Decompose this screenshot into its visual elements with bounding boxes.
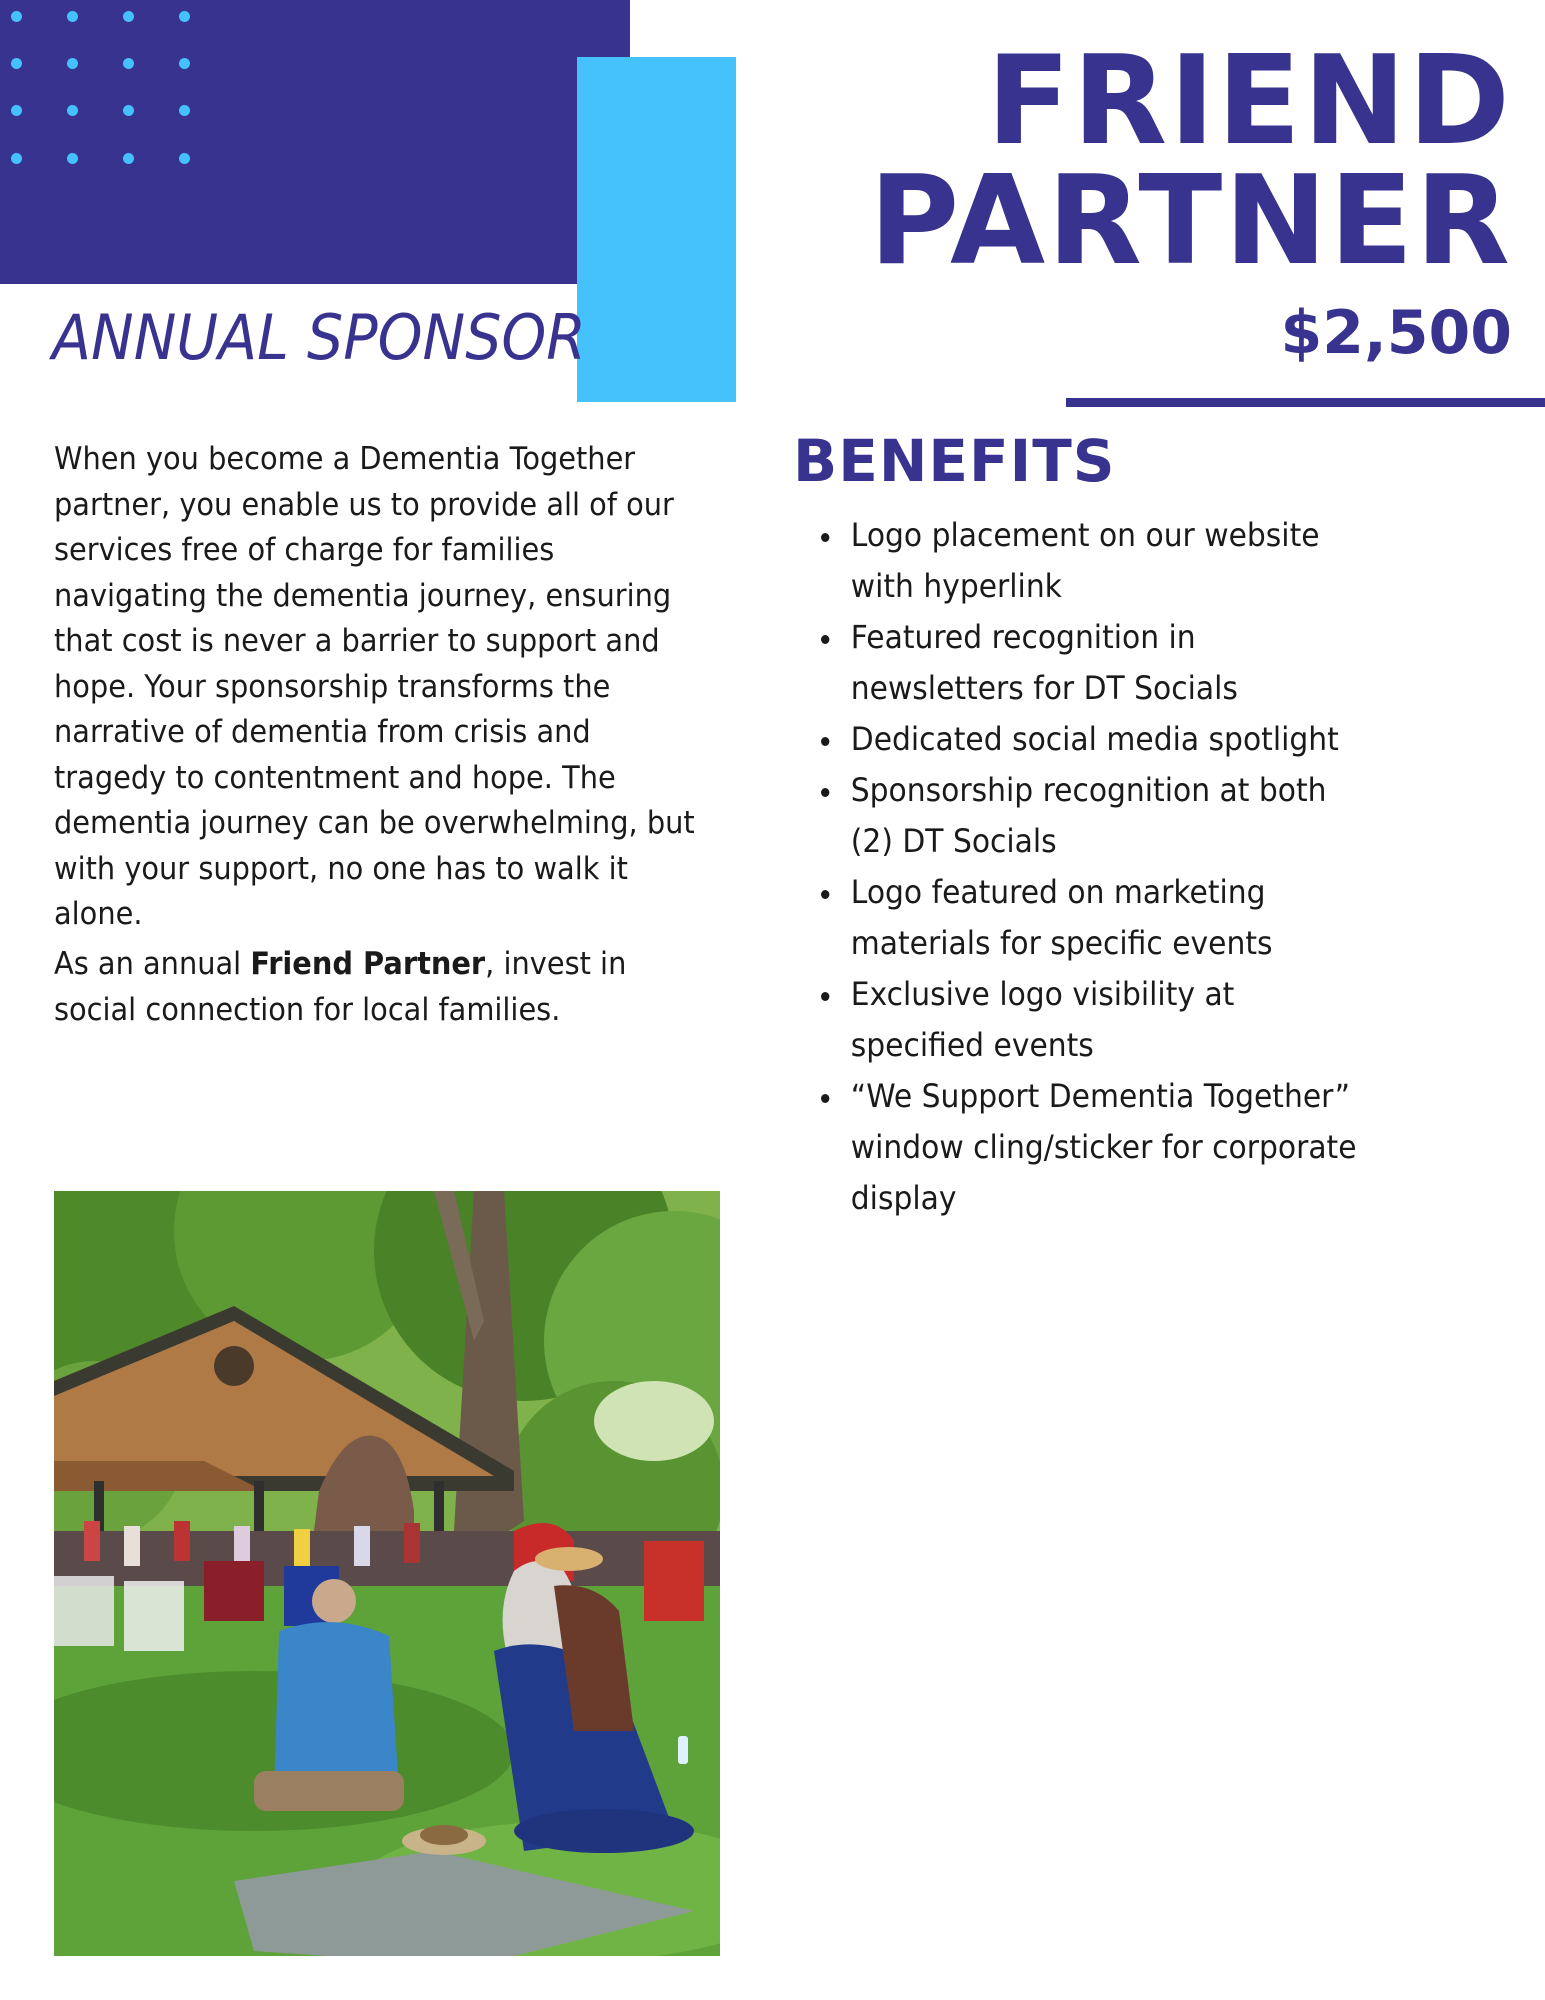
dot: [123, 153, 134, 164]
dot: [179, 58, 190, 69]
dot: [11, 105, 22, 116]
dot: [11, 11, 22, 22]
dot: [67, 153, 78, 164]
list-item: • Featured recognition in newsletters for DT Socials: [843, 612, 1364, 714]
benefits-list: [808, 510, 1364, 1224]
cta-bold: Friend Partner: [250, 946, 486, 982]
dot: [123, 58, 134, 69]
dot: [11, 58, 22, 69]
page-title-line1: FRIEND: [986, 30, 1512, 173]
cta-suffix: , invest in social connection for local families.: [54, 946, 627, 1028]
park-picnic-illustration: [54, 1191, 720, 1956]
dot: [67, 58, 78, 69]
dot: [123, 11, 134, 22]
price-label: $2,500: [1280, 298, 1512, 368]
header-navy-block: [0, 0, 630, 284]
cta-paragraph: [54, 942, 705, 1033]
dot: [123, 105, 134, 116]
dot: [67, 11, 78, 22]
list-item: • Logo featured on marketing materials for specific events: [843, 867, 1364, 969]
dot: [179, 105, 190, 116]
list-item: • “We Support Dementia Together” window cling/sticker for corporate display: [843, 1071, 1364, 1224]
dot: [179, 11, 190, 22]
list-item: • Dedicated social media spotlight: [843, 714, 1364, 765]
dot: [67, 105, 78, 116]
price-underline: [1066, 398, 1545, 407]
park-picnic-photo: [54, 1191, 720, 1956]
cta-prefix: As an annual: [54, 946, 251, 982]
list-item: • Logo placement on our website with hyperlink: [843, 510, 1364, 612]
page-title-line2: PARTNER: [869, 150, 1512, 293]
list-item: • Exclusive logo visibility at specified events: [843, 969, 1364, 1071]
list-item: • Sponsorship recognition at both (2) DT Socials: [843, 765, 1364, 867]
intro-paragraph: When you become a Dementia Together partner, you enable us to provide all of our services free of charge for families navigating the dementia journey, ensuring that cost is never a barrier to support and hope. Your sponsorship transforms the narrative of dementia from crisis and tragedy to contentment and hope. The dementia journey can be overwhelming, but with your support, no one has to walk it alone.: [54, 441, 695, 932]
header-cyan-block: [577, 57, 736, 402]
dot: [11, 153, 22, 164]
dot: [179, 153, 190, 164]
benefits-heading: BENEFITS: [793, 427, 1116, 495]
subtitle-annual-sponsor: ANNUAL SPONSOR: [52, 301, 586, 374]
